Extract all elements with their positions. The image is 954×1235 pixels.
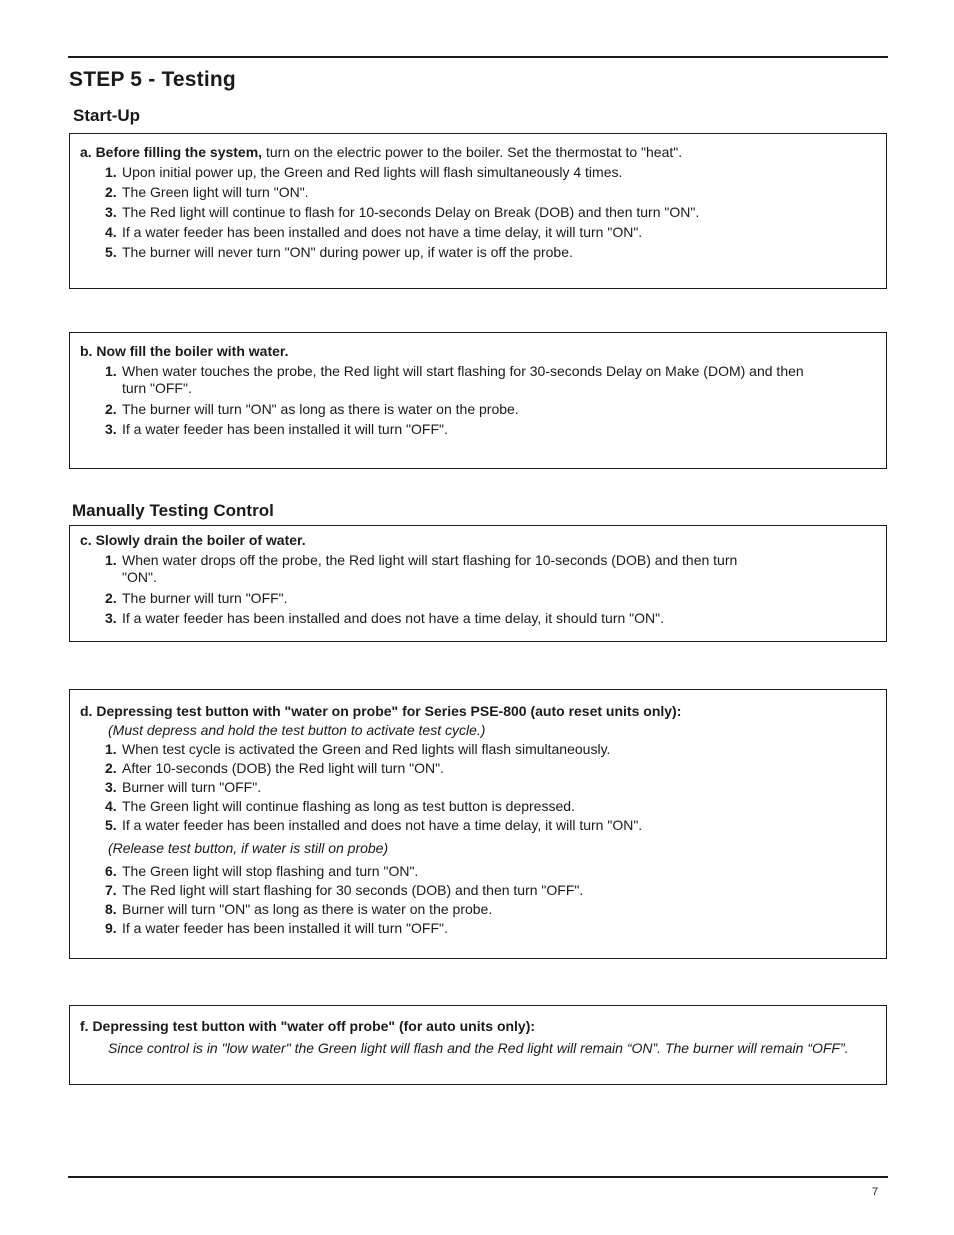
- item-text: The Red light will continue to flash for 10-seconds Delay on Break (DOB) and then turn "ON".: [122, 204, 700, 220]
- box-b-list: [80, 363, 876, 439]
- item-number: 4.: [105, 224, 117, 240]
- item-text: If a water feeder has been installed and does not have a time delay, it will turn "ON".: [122, 817, 643, 833]
- item-number: 2.: [105, 590, 117, 606]
- item-number: 4.: [105, 798, 117, 814]
- item-text: After 10-seconds (DOB) the Red light will turn "ON".: [122, 760, 444, 776]
- list-item: [80, 202, 876, 222]
- step-box-f: [69, 1005, 887, 1085]
- page-title: STEP 5 - Testing: [69, 68, 236, 91]
- step-box-d: [69, 689, 887, 959]
- page-number: 7: [872, 1186, 879, 1198]
- item-number: 1.: [105, 741, 117, 757]
- item-text: If a water feeder has been installed it will turn "OFF".: [122, 920, 448, 936]
- bottom-rule: [68, 1176, 888, 1178]
- box-a-heading: [80, 142, 876, 162]
- item-number: 2.: [105, 760, 117, 776]
- step-box-a: [69, 133, 887, 289]
- list-item: [80, 222, 876, 242]
- box-d-list-1: [80, 740, 876, 835]
- item-text: The Red light will start flashing for 30 seconds (DOB) and then turn "OFF".: [122, 882, 584, 898]
- section-heading-manual: Manually Testing Control: [72, 501, 274, 520]
- item-text: Burner will turn "OFF".: [122, 779, 262, 795]
- list-item: [80, 608, 876, 628]
- item-text: The Green light will continue flashing as long as test button is depressed.: [122, 798, 575, 814]
- item-text: The burner will turn "OFF".: [122, 590, 288, 606]
- item-text: Upon initial power up, the Green and Red lights will flash simultaneously 4 times.: [122, 164, 623, 180]
- box-d-heading: d. Depressing test button with "water on probe" for Series PSE-800 (auto reset units only):: [80, 703, 682, 719]
- list-item: [80, 399, 876, 419]
- item-number: 1.: [105, 164, 117, 180]
- item-number: 6.: [105, 863, 117, 879]
- item-number: 2.: [105, 401, 117, 417]
- item-number: 1.: [105, 363, 117, 379]
- list-item: [80, 740, 876, 759]
- step-box-c: [69, 525, 887, 642]
- step-box-b: [69, 332, 887, 469]
- list-item: [80, 900, 876, 919]
- box-c-heading: c. Slowly drain the boiler of water.: [80, 532, 306, 548]
- item-number: 3.: [105, 779, 117, 795]
- top-rule: [68, 56, 888, 58]
- item-text: When water touches the probe, the Red light will start flashing for 30-seconds Delay on Make (DOM) and then turn "OFF".: [122, 363, 804, 396]
- item-text: When test cycle is activated the Green and Red lights will flash simultaneously.: [122, 741, 611, 757]
- item-text: The Green light will stop flashing and turn "ON".: [122, 863, 419, 879]
- item-text: If a water feeder has been installed and does not have a time delay, it should turn "ON".: [122, 610, 665, 626]
- list-item: [80, 881, 876, 900]
- list-item: [80, 162, 876, 182]
- item-text: The burner will never turn "ON" during power up, if water is off the probe.: [122, 244, 573, 260]
- list-item: [80, 419, 876, 439]
- box-f-note: Since control is in "low water" the Green light will flash and the Red light will remain “ON”. The burner will remain “OFF”.: [108, 1040, 849, 1056]
- list-item: [80, 363, 876, 397]
- item-number: 2.: [105, 184, 117, 200]
- item-number: 3.: [105, 421, 117, 437]
- item-text: If a water feeder has been installed and does not have a time delay, it will turn "ON".: [122, 224, 643, 240]
- list-item: [80, 919, 876, 938]
- box-d-note-hold: (Must depress and hold the test button to activate test cycle.): [108, 722, 486, 738]
- item-text: If a water feeder has been installed it will turn "OFF".: [122, 421, 448, 437]
- section-heading-startup: Start-Up: [73, 106, 141, 125]
- item-number: 5.: [105, 817, 117, 833]
- item-number: 7.: [105, 882, 117, 898]
- list-item: [80, 797, 876, 816]
- item-number: 5.: [105, 244, 117, 260]
- list-item: [80, 552, 876, 586]
- list-item: [80, 816, 876, 835]
- box-c-list: [80, 552, 876, 628]
- item-text: The Green light will turn "ON".: [122, 184, 309, 200]
- box-d-list-2: [80, 862, 876, 938]
- item-text: Burner will turn "ON" as long as there is water on the probe.: [122, 901, 493, 917]
- list-item: [80, 588, 876, 608]
- box-a-list: [80, 162, 876, 262]
- list-item: [80, 862, 876, 881]
- box-b-heading: b. Now fill the boiler with water.: [80, 343, 289, 359]
- list-item: [80, 759, 876, 778]
- item-text: When water drops off the probe, the Red light will start flashing for 10-seconds (DOB) and then turn "ON".: [122, 552, 738, 585]
- item-number: 1.: [105, 552, 117, 568]
- box-d-note-release: (Release test button, if water is still on probe): [108, 840, 389, 856]
- box-a-lead: a. Before filling the system,: [80, 144, 263, 160]
- list-item: [80, 242, 876, 262]
- list-item: [80, 778, 876, 797]
- list-item: [80, 182, 876, 202]
- box-a-rest: turn on the electric power to the boiler. Set the thermostat to "heat".: [262, 144, 683, 160]
- item-number: 9.: [105, 920, 117, 936]
- box-f-heading: f. Depressing test button with "water off probe" (for auto units only):: [80, 1018, 536, 1034]
- item-number: 8.: [105, 901, 117, 917]
- item-number: 3.: [105, 610, 117, 626]
- item-text: The burner will turn "ON" as long as there is water on the probe.: [122, 401, 519, 417]
- item-number: 3.: [105, 204, 117, 220]
